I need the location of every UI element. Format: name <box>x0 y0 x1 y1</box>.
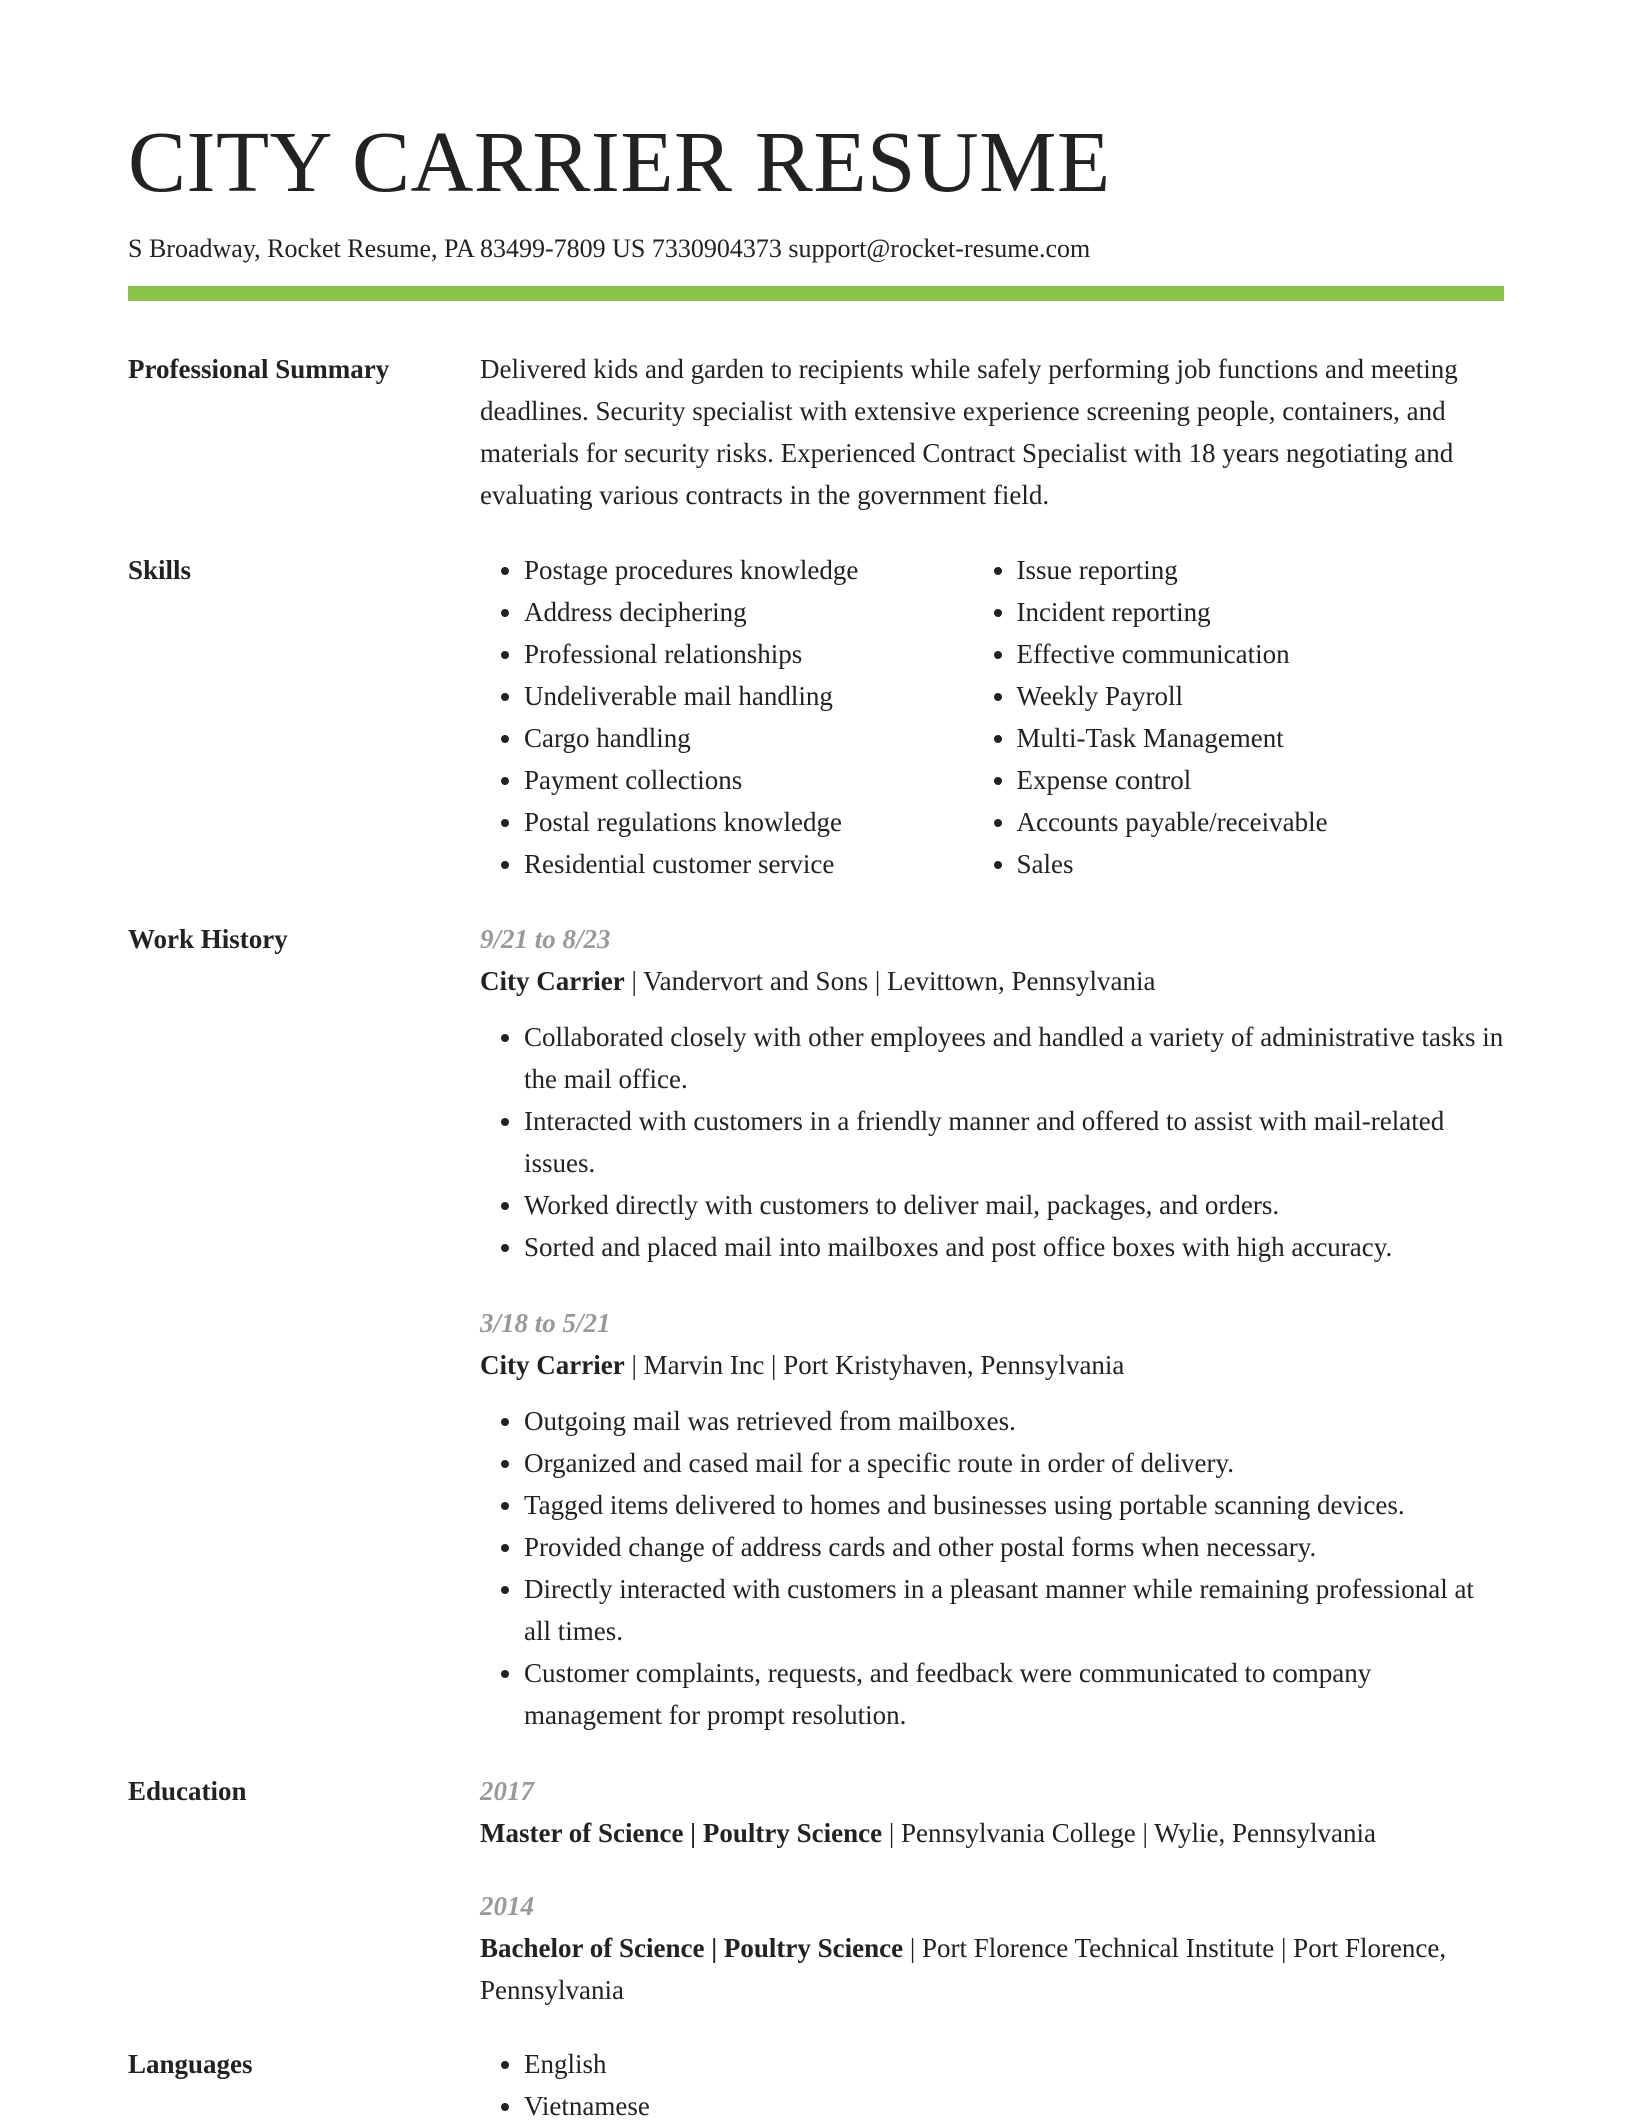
section-label-work: Work History <box>128 924 288 954</box>
education-details: | Port Florence Technical Institute | Port Florence, Pennsylvania <box>480 1933 1447 2005</box>
resume-header <box>128 113 1504 301</box>
job-details: | Vandervort and Sons | Levittown, Pennsylvania <box>624 966 1156 996</box>
skill-item: • Expense control <box>1017 759 1505 801</box>
page-title: CITY CARRIER RESUME <box>128 113 1111 210</box>
job-bullets <box>480 1016 1504 1268</box>
languages-list <box>480 2043 1504 2127</box>
skill-item: • Issue reporting <box>1017 549 1505 591</box>
job-bullet: • Provided change of address cards and other postal forms when necessary. <box>524 1526 1504 1568</box>
degree: Master of Science | Poultry Science <box>480 1818 883 1848</box>
job-details: | Marvin Inc | Port Kristyhaven, Pennsylvania <box>624 1350 1125 1380</box>
skill-item: • Accounts payable/receivable <box>1017 801 1505 843</box>
job-bullet: • Sorted and placed mail into mailboxes and post office boxes with high accuracy. <box>524 1226 1504 1268</box>
degree: Bachelor of Science | Poultry Science <box>480 1933 904 1963</box>
job-heading <box>480 1344 1504 1386</box>
job-bullet: • Tagged items delivered to homes and businesses using portable scanning devices. <box>524 1484 1504 1526</box>
skill-item: • Professional relationships <box>524 633 973 675</box>
skill-item: • Sales <box>1017 843 1505 885</box>
skill-item: • Payment collections <box>524 759 973 801</box>
skill-item: • Multi-Task Management <box>1017 717 1505 759</box>
skills-list-right <box>973 549 1505 885</box>
section-label-education: Education <box>128 1776 247 1806</box>
language-item: • English <box>524 2043 1504 2085</box>
skill-item: • Effective communication <box>1017 633 1505 675</box>
job-bullet: • Organized and cased mail for a specific route in order of delivery. <box>524 1442 1504 1484</box>
job-date: 9/21 to 8/23 <box>480 924 611 954</box>
skill-item: • Undeliverable mail handling <box>524 675 973 717</box>
job-title: City Carrier <box>480 1350 625 1380</box>
education-entry <box>480 1885 1504 2011</box>
skill-item: • Address deciphering <box>524 591 973 633</box>
summary-text: Delivered kids and garden to recipients while safely performing job functions and meeting deadlines. Security specialist with extensive experience screening people, containers, and materials for security risks. Experienced Contract Specialist with 18 years negotiating and evaluating various contracts in the government field. <box>480 354 1458 510</box>
job-bullets <box>480 1400 1504 1736</box>
education-details: | Pennsylvania College | Wylie, Pennsylvania <box>882 1818 1376 1848</box>
job-bullet: • Interacted with customers in a friendly manner and offered to assist with mail-related issues. <box>524 1100 1504 1184</box>
education-date: 2014 <box>480 1891 534 1921</box>
contact-line: S Broadway, Rocket Resume, PA 83499-7809 US 7330904373 support@rocket-resume.com <box>128 234 1091 263</box>
job-bullet: • Collaborated closely with other employees and handled a variety of administrative tasks in the mail office. <box>524 1016 1504 1100</box>
job-title: City Carrier <box>480 966 625 996</box>
language-item: • Vietnamese <box>524 2085 1504 2127</box>
accent-divider <box>128 286 1504 301</box>
job-heading <box>480 960 1504 1002</box>
job-date: 3/18 to 5/21 <box>480 1308 611 1338</box>
job-bullet: • Directly interacted with customers in a pleasant manner while remaining professional at all times. <box>524 1568 1504 1652</box>
education-date: 2017 <box>480 1776 534 1806</box>
skill-item: • Postal regulations knowledge <box>524 801 973 843</box>
section-label-languages: Languages <box>128 2049 253 2079</box>
skills-list-left <box>480 549 973 885</box>
skill-item: • Weekly Payroll <box>1017 675 1505 717</box>
skill-item: • Residential customer service <box>524 843 973 885</box>
job-bullet: • Outgoing mail was retrieved from mailboxes. <box>524 1400 1504 1442</box>
education-heading <box>480 1927 1504 2011</box>
section-label-summary: Professional Summary <box>128 354 390 384</box>
section-label-skills: Skills <box>128 555 192 585</box>
education-entry <box>480 1770 1504 1854</box>
education-heading <box>480 1812 1504 1854</box>
skill-item: • Cargo handling <box>524 717 973 759</box>
job-entry <box>480 918 1504 1268</box>
job-entry <box>480 1302 1504 1736</box>
skill-item: • Incident reporting <box>1017 591 1505 633</box>
skill-item: • Postage procedures knowledge <box>524 549 973 591</box>
job-bullet: • Customer complaints, requests, and feedback were communicated to company management for prompt resolution. <box>524 1652 1504 1736</box>
job-bullet: • Worked directly with customers to deliver mail, packages, and orders. <box>524 1184 1504 1226</box>
